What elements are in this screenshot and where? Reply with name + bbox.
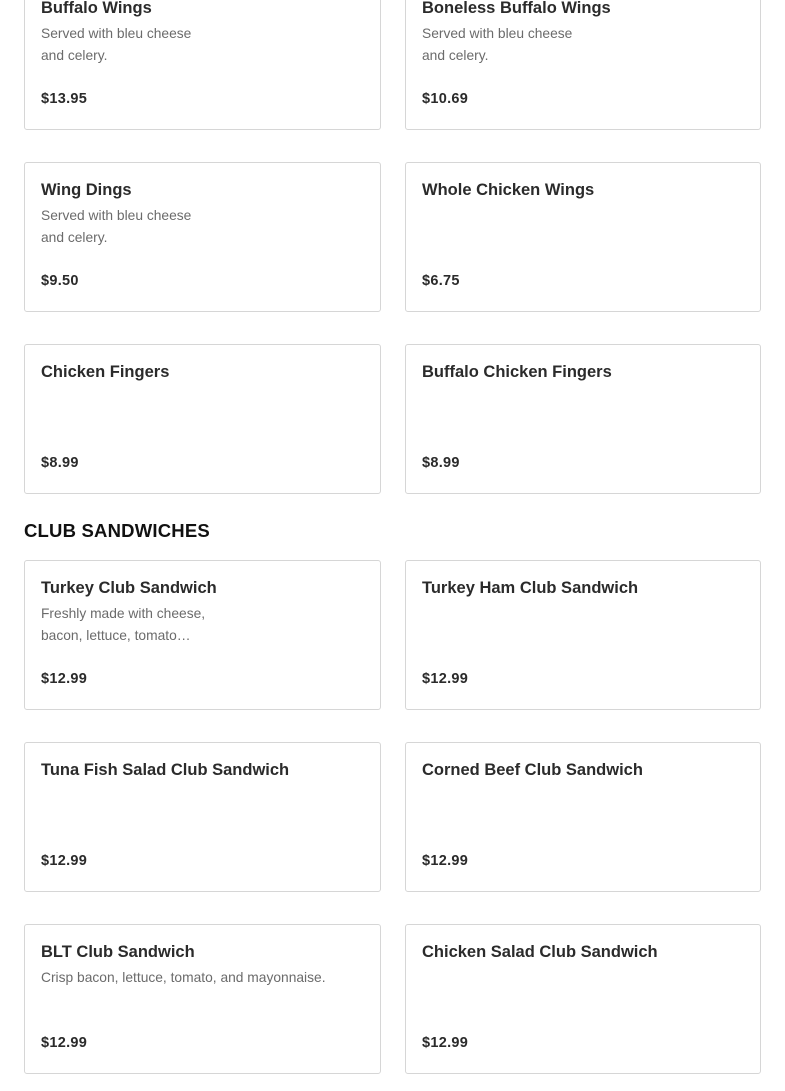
menu-item-name: Tuna Fish Salad Club Sandwich	[41, 761, 290, 779]
menu-item-price: $12.99	[422, 1035, 469, 1051]
club-sandwiches-grid	[24, 560, 785, 1074]
menu-item-description: Served with bleu cheese and celery.	[41, 26, 192, 63]
menu-item-price: $6.75	[422, 273, 460, 289]
menu-item-price: $8.99	[422, 455, 460, 471]
menu-item-card[interactable]	[24, 924, 381, 1074]
menu-item-card[interactable]	[405, 742, 761, 892]
menu-item-name: Turkey Ham Club Sandwich	[422, 579, 639, 597]
menu-item-price: $8.99	[41, 455, 79, 471]
menu-item-card[interactable]	[405, 924, 761, 1074]
menu-item-name: Chicken Fingers	[41, 363, 170, 381]
menu-item-description: Crisp bacon, lettuce, tomato, and mayonnaise.	[41, 970, 326, 985]
menu-item-price: $12.99	[41, 671, 88, 687]
menu-item-price: $12.99	[422, 671, 469, 687]
menu-item-card[interactable]	[24, 560, 381, 710]
menu-item-card[interactable]	[405, 560, 761, 710]
menu-item-description: Served with bleu cheese and celery.	[41, 208, 192, 245]
menu-item-price: $13.95	[41, 91, 88, 107]
menu-item-card[interactable]	[24, 344, 381, 494]
menu-item-description: Served with bleu cheese and celery.	[422, 26, 573, 63]
menu-item-name: Chicken Salad Club Sandwich	[422, 943, 658, 961]
menu-item-price: $9.50	[41, 273, 79, 289]
menu-item-price: $12.99	[41, 853, 88, 869]
menu-item-name: Buffalo Wings	[41, 0, 152, 17]
menu-item-name: Boneless Buffalo Wings	[422, 0, 611, 17]
section-heading-club-sandwiches: CLUB SANDWICHES	[24, 520, 210, 541]
menu-item-name: BLT Club Sandwich	[41, 943, 195, 961]
menu-item-card[interactable]	[24, 742, 381, 892]
menu-item-card[interactable]	[405, 0, 761, 130]
wings-grid	[24, 0, 785, 494]
menu-item-description: Freshly made with cheese, bacon, lettuce, tomato…	[41, 606, 206, 643]
menu-item-name: Corned Beef Club Sandwich	[422, 761, 643, 779]
menu-item-price: $12.99	[422, 853, 469, 869]
menu-item-name: Whole Chicken Wings	[422, 181, 595, 199]
menu-item-card[interactable]	[24, 162, 381, 312]
menu-item-card[interactable]	[405, 344, 761, 494]
menu-item-card[interactable]	[405, 162, 761, 312]
menu-item-name: Turkey Club Sandwich	[41, 579, 217, 597]
menu-item-card[interactable]	[24, 0, 381, 130]
menu-item-price: $12.99	[41, 1035, 88, 1051]
menu-item-price: $10.69	[422, 91, 469, 107]
menu-item-name: Buffalo Chicken Fingers	[422, 363, 612, 381]
menu-item-name: Wing Dings	[41, 181, 132, 199]
